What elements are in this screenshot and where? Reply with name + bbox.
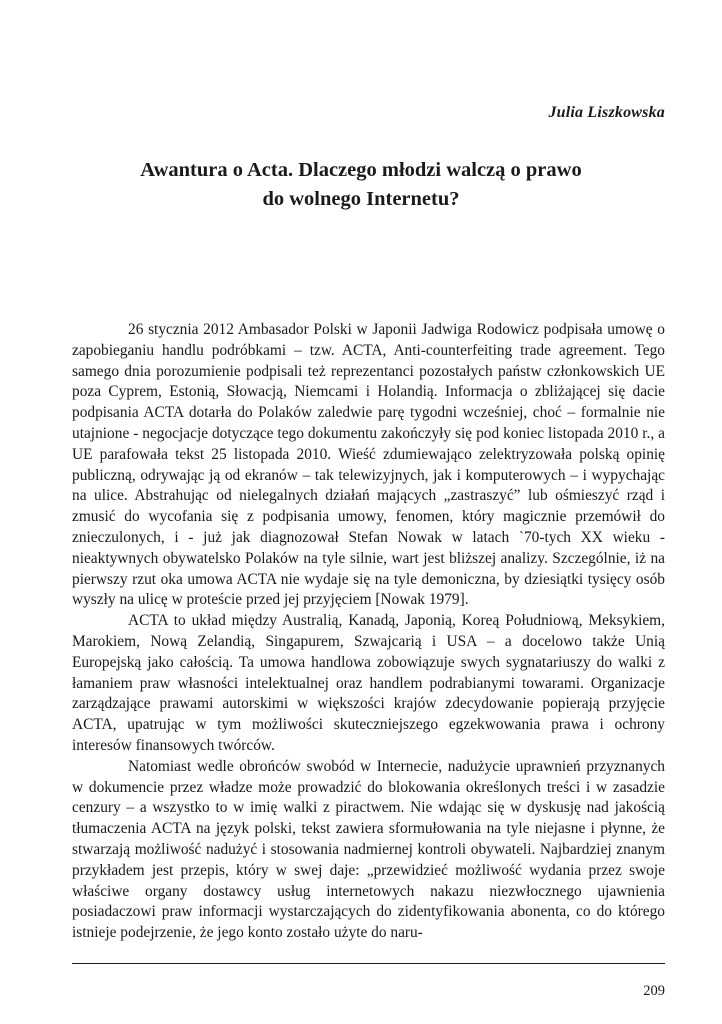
page-number: 209: [643, 983, 665, 999]
body-paragraph-1: 26 stycznia 2012 Ambasador Polski w Japonii Jadwiga Rodowicz podpisała umowę o zapobieganiu handlu podróbkami – tzw. ACTA, Anti-counterfeiting trade agreement. Tego samego dnia porozumienie podpisali też reprezentanci pozostałych państw członkowskich UE poza Cyprem, Estonią, Słowacją, Niemcami i Holandią. Informacja o zbliżającej się dacie podpisania ACTA dotarła do Polaków zaledwie parę tygodni wcześniej, choć – formalnie nie utajnione - negocjacje dotyczące tego dokumentu zakończyły się pod koniec listopada 2010 r., a UE parafowała tekst 25 listopada 2010. Wieść zdumiewająco zelektryzowała polską opinię publiczną, odrywając ją od ekranów – tak telewizyjnych, jak i komputerowych – i wypychając na ulice. Abstrahując od nielegalnych działań mających „zastraszyć” lub ośmieszyć rząd i zmusić do wycofania się z podpisania umowy, fenomen, który magicznie przemówił do znieczulonych, i - już jak diagnozował Stefan Nowak w latach `70-tych XX wieku - nieaktywnych obywatelsko Polaków na tyle silnie, wart jest bliższej analizy. Szczególnie, iż na pierwszy rzut oka umowa ACTA nie wydaje się na tyle demoniczna, by dziesiątki tysięcy osób wyszły na ulicę w proteście przed jej przyjęciem [Nowak 1979].: [72, 321, 665, 609]
body-paragraph-3: Natomiast wedle obrońców swobód w Internecie, nadużycie uprawnień przyznanych w dokumencie przez władze może prowadzić do blokowania określonych treści i w zasadzie cenzury – a wszystko to w imię walki z piractwem. Nie wdając się w dyskusję nad jakością tłumaczenia ACTA na język polski, tekst zawiera sformułowania na tyle niejasne i płynne, że stwarzają możliwość nadużyć i stosowania nadmiernej kontroli obywateli. Najbardziej znanym przykładem jest przepis, który w swej daje: „przewidzieć możliwość wydania przez swoje właściwe organy dostawcy usług internetowych nakazu niezwłocznego ujawnienia posiadaczowi praw informacji wystarczających do zidentyfikowania abonenta, co do którego istnieje podejrzenie, że jego konto zostało użyte do naru-: [72, 757, 665, 942]
footer-divider: [72, 963, 665, 964]
article-body: [72, 320, 665, 944]
article-title: [72, 156, 650, 214]
article-title-line-2: do wolnego Internetu?: [262, 188, 460, 210]
article-title-line-1: Awantura o Acta. Dlaczego młodzi walczą o prawo: [140, 159, 582, 181]
body-paragraph-2: ACTA to układ między Australią, Kanadą, Japonią, Koreą Południową, Meksykiem, Marokiem, Nową Zelandią, Singapurem, Szwajcarią i USA – a docelowo także Unią Europejską jako całością. Ta umowa handlowa zobowiązuje swych sygnatariuszy do walki z łamaniem praw własności intelektualnej oraz handlem podrabianymi towarami. Organizacje zarządzające prawami autorskimi w większości krajów zdecydowanie popierają przyjęcie ACTA, upatrując w tym możliwości skuteczniejszego egzekwowania prawa i ochrony interesów finansowych twórców.: [72, 612, 665, 754]
author-name: Julia Liszkowska: [548, 104, 665, 121]
